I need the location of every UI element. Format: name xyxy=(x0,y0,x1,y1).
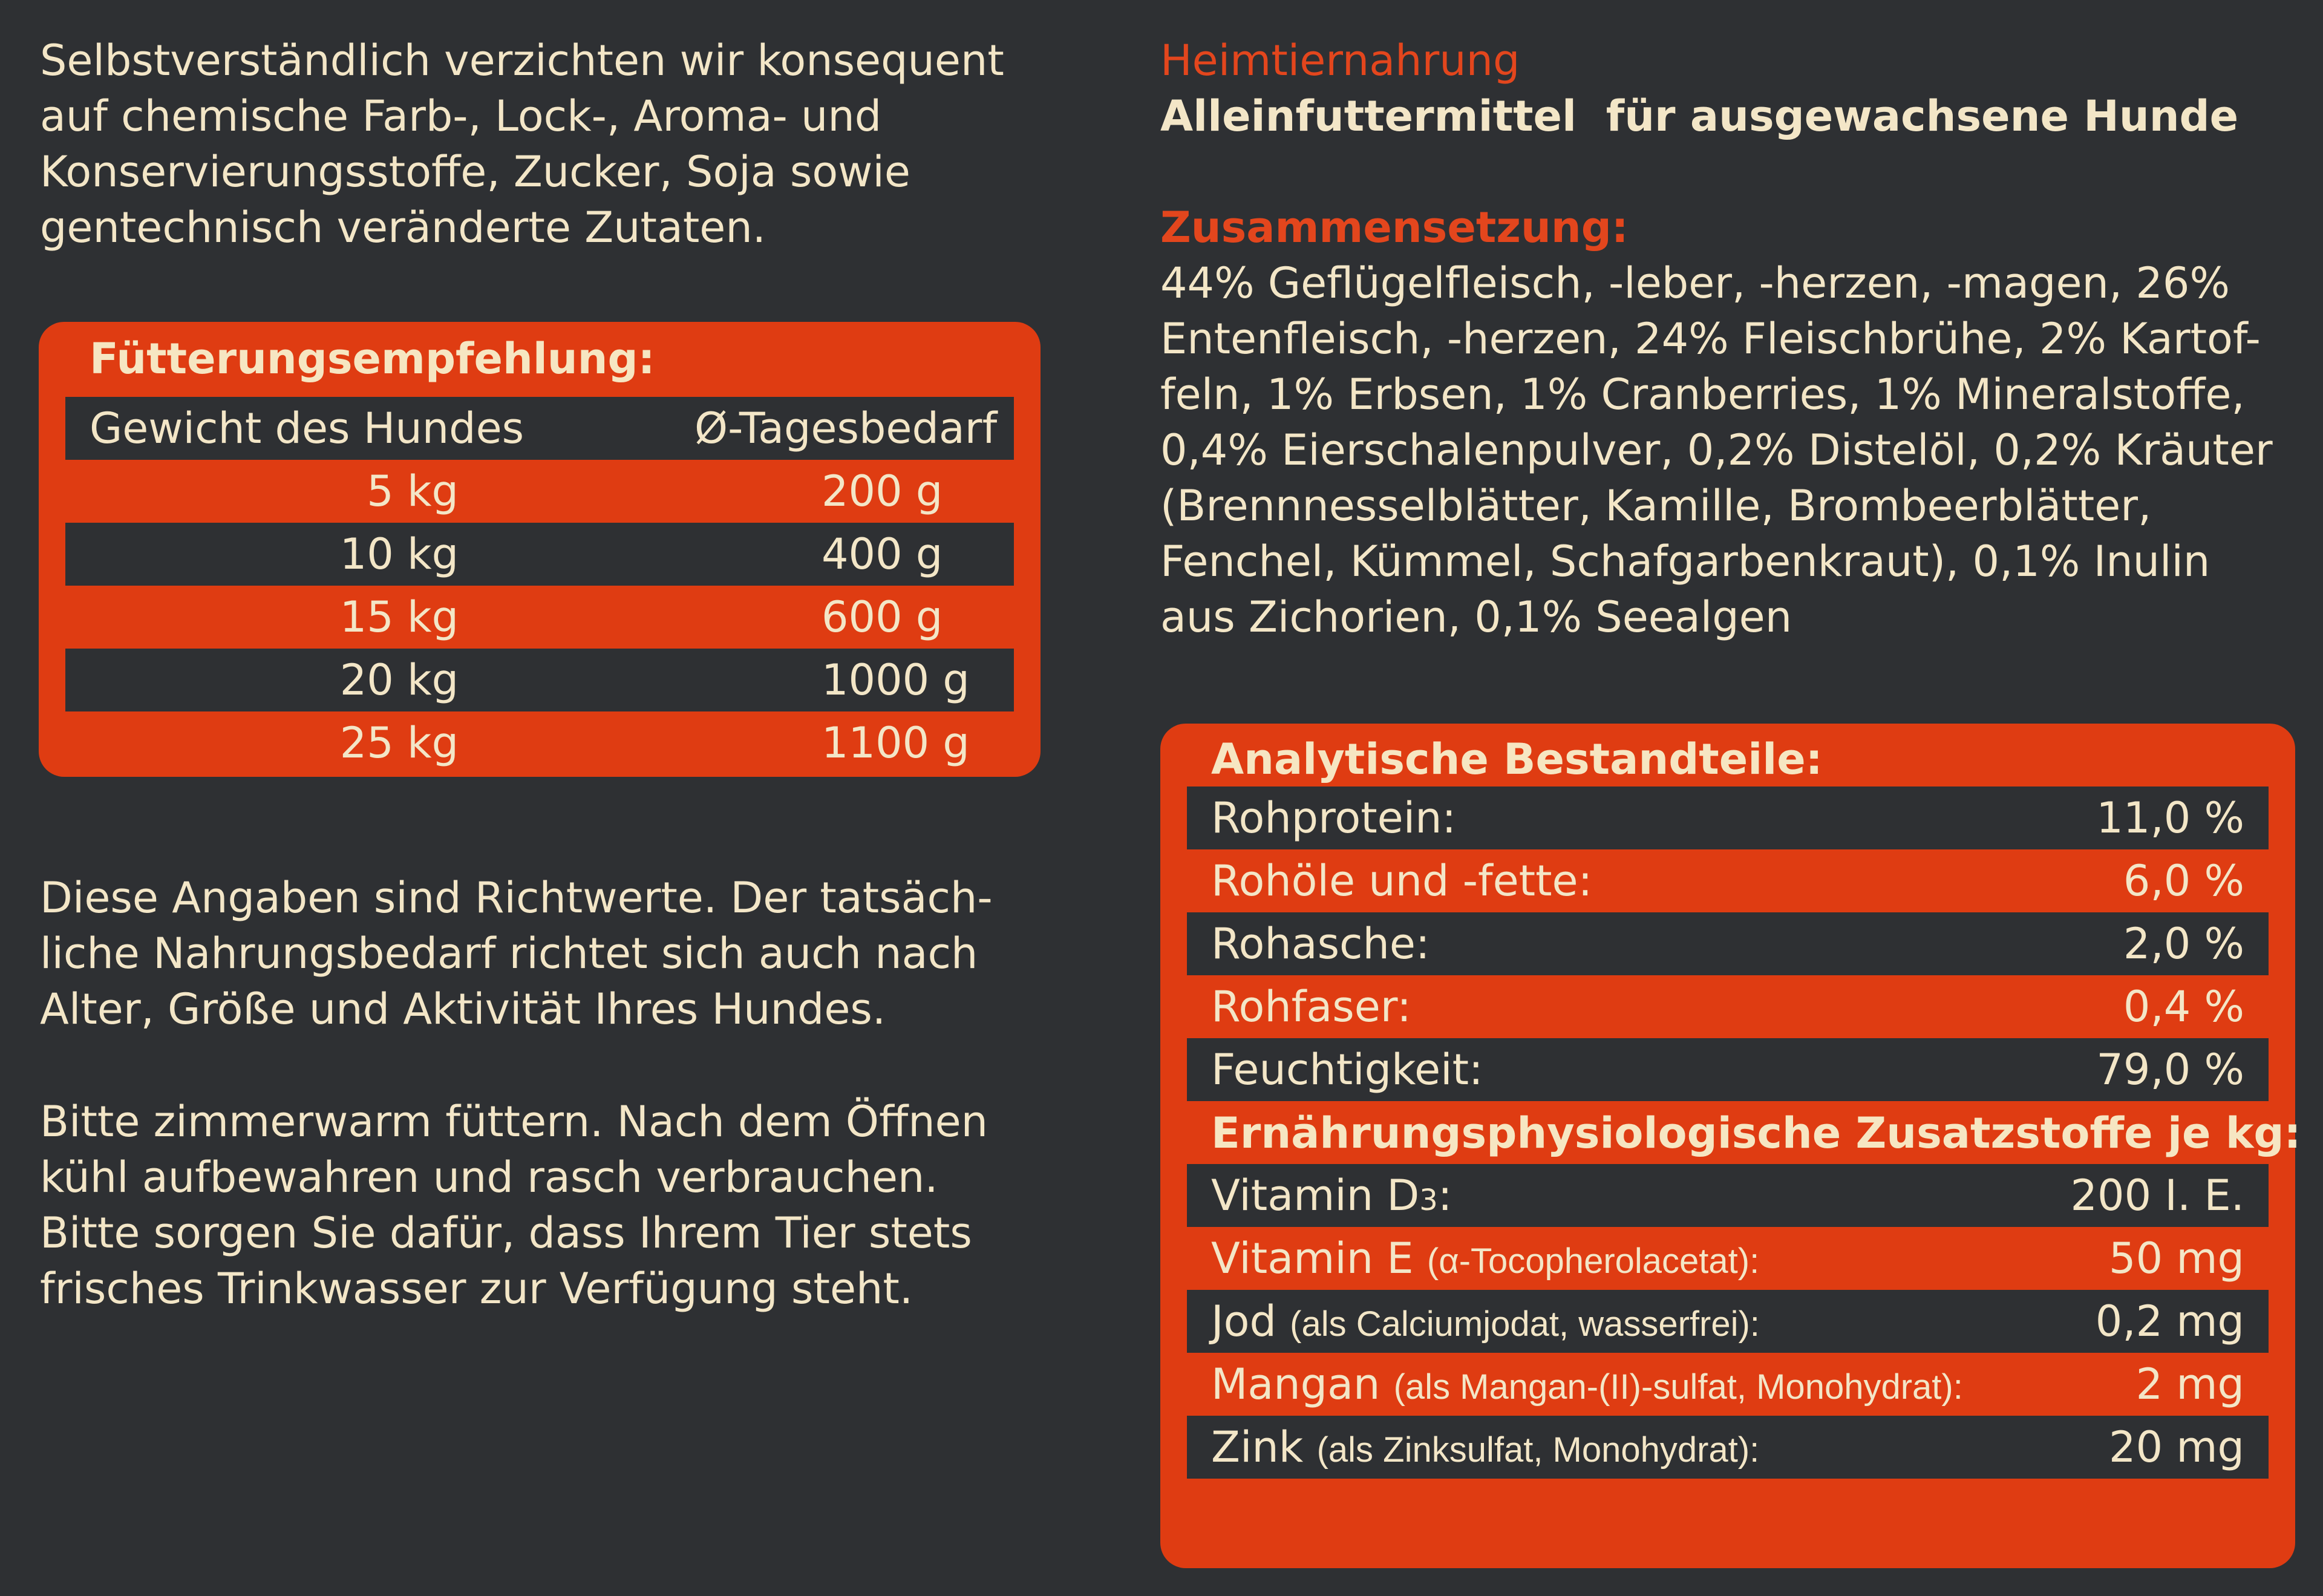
intro-text: Selbstverständlich verzichten wir konsequent auf chemische Farb-, Lock-, Aroma- und Konservierungsstoffe, Zucker, Soja sowie gentechnisch veränderte Zutaten. xyxy=(40,36,1004,252)
feeding-weight: 25 kg xyxy=(339,718,459,768)
feeding-recommendation-box xyxy=(39,322,1041,777)
feeding-amount: 400 g xyxy=(822,529,943,579)
analytic-value: 0,4 % xyxy=(2123,982,2244,1032)
analytic-label: Rohöle und -fette: xyxy=(1211,856,1593,906)
additive-value: 0,2 mg xyxy=(2095,1297,2244,1346)
additive-row xyxy=(1187,1416,2269,1479)
analytic-label: Rohfaser: xyxy=(1211,982,1411,1032)
analytic-label: Rohprotein: xyxy=(1211,793,1457,843)
guideline-note: Diese Angaben sind Richtwerte. Der tatsäch- liche Nahrungsbedarf richtet sich auch nach Alter, Größe und Aktivität Ihres Hundes. xyxy=(40,873,993,1034)
analytic-value: 6,0 % xyxy=(2123,856,2244,906)
feeding-amount: 1100 g xyxy=(822,718,970,768)
composition-heading: Zusammensetzung: xyxy=(1160,203,1629,252)
analytic-box xyxy=(1160,724,2301,1568)
feeding-weight: 5 kg xyxy=(367,466,459,516)
additive-detail: : xyxy=(1437,1171,1452,1220)
additive-detail: (als Calciumjodat, wasserfrei): xyxy=(1290,1304,1760,1344)
analytic-row xyxy=(1187,787,2269,849)
composition-text: 44% Geflügelfleisch, -leber, -herzen, -magen, 26% Entenfleisch, -herzen, 24% Fleischbrühe, 2% Kartof- feln, 1% Erbsen, 1% Cranberries, 1% Mineralstoffe, 0,4% Eierschalenpulver, 0,2% Distelöl, 0,2% Kräuter (Brennnesselblätter, Kamille, Brombeerblätter, Fenchel, Kümmel, Schafgarbenkraut), 0,1% Inulin aus Zichorien, 0,1% Seealgen xyxy=(1160,258,2273,642)
additive-name: Vitamin D xyxy=(1211,1171,1420,1220)
additive-detail: (als Zinksulfat, Monohydrat): xyxy=(1316,1430,1760,1470)
additive-name: Jod xyxy=(1211,1297,1290,1346)
additive-row xyxy=(1187,1353,2269,1416)
feeding-row xyxy=(65,460,1014,523)
feeding-weight: 20 kg xyxy=(339,655,459,705)
feeding-row xyxy=(65,586,1014,649)
storage-note: Bitte zimmerwarm füttern. Nach dem Öffnen kühl aufbewahren und rasch verbrauchen. Bitte sorgen Sie dafür, dass Ihrem Tier stets frisches Trinkwasser zur Verfügung steht. xyxy=(40,1097,988,1313)
additive-value: 200 I. E. xyxy=(2070,1171,2244,1220)
additive-row xyxy=(1187,1227,2269,1290)
additive-value: 2 mg xyxy=(2135,1359,2244,1409)
analytic-row xyxy=(1187,849,2269,912)
feeding-amount: 200 g xyxy=(822,466,943,516)
feeding-row xyxy=(65,523,1014,586)
additive-name: Mangan xyxy=(1211,1359,1394,1409)
header-weight: Gewicht des Hundes xyxy=(90,404,524,453)
analytic-row xyxy=(1187,912,2269,975)
additive-value: 50 mg xyxy=(2109,1234,2244,1283)
analytic-row xyxy=(1187,1038,2269,1101)
feeding-weight: 10 kg xyxy=(339,529,459,579)
additive-name: Zink xyxy=(1211,1422,1317,1472)
analytic-title: Analytische Bestandteile: xyxy=(1211,734,1823,784)
analytic-label: Rohasche: xyxy=(1211,919,1430,969)
feeding-title: Fütterungsempfehlung: xyxy=(90,334,655,384)
additive-subscript: 3 xyxy=(1419,1183,1438,1217)
analytic-row xyxy=(1187,975,2269,1038)
analytic-value: 79,0 % xyxy=(2096,1045,2244,1094)
header-daily-need: Ø-Tagesbedarf xyxy=(694,404,998,453)
additive-row xyxy=(1187,1164,2269,1227)
analytic-value: 11,0 % xyxy=(2096,793,2244,843)
additive-name: Vitamin E xyxy=(1211,1234,1427,1283)
feeding-row xyxy=(65,711,1014,774)
additives-title: Ernährungsphysiologische Zusatzstoffe je kg: xyxy=(1211,1108,2301,1158)
feeding-header-row xyxy=(65,397,1014,460)
product-subtitle: Alleinfuttermittel für ausgewachsene Hunde xyxy=(1160,91,2239,141)
additive-row xyxy=(1187,1290,2269,1353)
category-heading: Heimtiernahrung xyxy=(1160,36,1520,85)
additive-detail: (α-Tocopherolacetat): xyxy=(1426,1241,1760,1281)
analytic-label: Feuchtigkeit: xyxy=(1211,1045,1483,1094)
feeding-row xyxy=(65,649,1014,711)
additive-detail: (als Mangan-(II)-sulfat, Monohydrat): xyxy=(1393,1367,1963,1407)
additive-value: 20 mg xyxy=(2109,1422,2244,1472)
analytic-value: 2,0 % xyxy=(2123,919,2244,969)
feeding-amount: 1000 g xyxy=(822,655,970,705)
feeding-amount: 600 g xyxy=(822,592,943,642)
feeding-weight: 15 kg xyxy=(339,592,459,642)
